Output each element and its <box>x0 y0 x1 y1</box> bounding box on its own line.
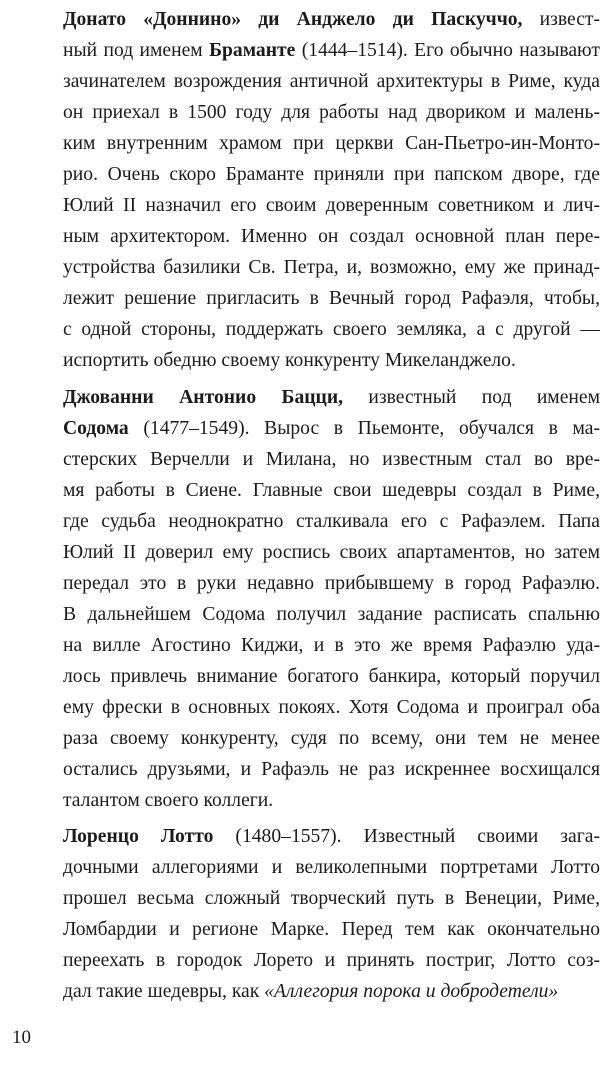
text-line <box>63 630 600 661</box>
text-run: на вилле Агостино Киджи, и в это же время Рафаэлю уда- <box>63 635 600 656</box>
text-line <box>63 661 600 692</box>
bold-name: Лоренцо Лотто <box>63 826 214 847</box>
text-line <box>63 221 600 252</box>
text-line <box>63 35 600 66</box>
entry-lotto <box>63 821 600 1007</box>
text-line <box>63 314 600 345</box>
text-line <box>63 692 600 723</box>
text-run: Ломбардии и регионе Марке. Перед тем как окончательно <box>63 919 600 940</box>
text-line <box>63 97 600 128</box>
bold-name: Донато «Доннино» ди Анджело ди Паскуччо, <box>63 9 523 30</box>
bold-name: Джованни Антонио Бацци, <box>63 387 344 408</box>
text-line <box>63 852 600 883</box>
text-run: талантом своего коллеги. <box>63 790 274 811</box>
text-run: ный под именем <box>63 40 210 61</box>
text-run: стерских Верчелли и Милана, но известным стал во вре- <box>63 449 600 470</box>
text-line <box>63 568 600 599</box>
text-run: известный под именем <box>343 387 600 408</box>
text-line <box>63 945 600 976</box>
text-run: мя работы в Сиене. Главные свои шедевры создал в Риме, <box>63 480 600 501</box>
text-line <box>63 976 600 1007</box>
text-run: где судьба неоднократно сталкивала его с Рафаэлем. Папа <box>63 511 600 532</box>
text-line <box>63 754 600 785</box>
text-line <box>63 475 600 506</box>
entry-bramante <box>63 4 600 376</box>
text-line <box>63 537 600 568</box>
text-run: (1480–1557). Известный своими зага- <box>213 826 600 847</box>
text-line <box>63 821 600 852</box>
text-line <box>63 883 600 914</box>
text-run: извест- <box>522 9 600 30</box>
text-run: дочными аллегориями и великолепными портретами Лотто <box>63 857 600 878</box>
text-line <box>63 252 600 283</box>
text-line <box>63 413 600 444</box>
text-line <box>63 128 600 159</box>
text-run: с одной стороны, поддержать своего земляка, а с другой — <box>63 319 600 340</box>
text-run: В дальнейшем Содома получил задание расписать спальню <box>63 604 600 625</box>
text-line <box>63 785 600 816</box>
text-run: дал такие шедевры, как <box>63 981 265 1002</box>
text-run: (1444–1514). Его обычно называют <box>295 40 600 61</box>
text-line <box>63 4 600 35</box>
text-line <box>63 723 600 754</box>
text-run: переехать в городок Лорето и принять постриг, Лотто соз- <box>63 950 600 971</box>
text-line <box>63 66 600 97</box>
text-run: ным архитектором. Именно он создал основной план пере- <box>63 226 600 247</box>
text-line <box>63 283 600 314</box>
bold-name: Браманте <box>209 40 296 61</box>
text-run: рио. Очень скоро Браманте приняли при папском дворе, где <box>63 164 600 185</box>
text-run: прошел весьма сложный творческий путь в Венеции, Риме, <box>63 888 600 909</box>
text-run: (1477–1549). Вырос в Пьемонте, обучался в ма- <box>128 418 600 439</box>
bold-name: Содома <box>63 418 129 439</box>
text-run: лежит решение пригласить в Вечный город Рафаэля, чтобы, <box>63 288 600 309</box>
text-line <box>63 599 600 630</box>
text-line <box>63 345 600 376</box>
text-run: ему фрески в основных покоях. Хотя Содома и проиграл оба <box>63 697 600 718</box>
text-run: раза своему конкуренту, судя по всему, они тем не менее <box>63 728 600 749</box>
text-run: устройства базилики Св. Петра, и, возможно, ему же принад- <box>63 257 600 278</box>
text-line <box>63 444 600 475</box>
text-run: ким внутренним храмом при церкви Сан-Пьетро-ин-Монто- <box>63 133 600 154</box>
text-run: передал это в руки недавно прибывшему в город Рафаэлю. <box>63 573 600 594</box>
text-run: зачинателем возрождения античной архитектуры в Риме, куда <box>63 71 600 92</box>
italic-title: «Аллегория порока и добродетели» <box>264 981 559 1002</box>
text-line <box>63 190 600 221</box>
text-run: Юлий II доверил ему роспись своих апартаментов, но затем <box>63 542 600 563</box>
text-run: лось привлечь внимание богатого банкира, который поручил <box>63 666 600 687</box>
text-run: Юлий II назначил его своим доверенным советником и лич- <box>63 195 600 216</box>
text-line <box>63 159 600 190</box>
entry-sodoma <box>63 382 600 816</box>
text-run: испортить обедню своему конкуренту Микеланджело. <box>63 350 516 371</box>
text-line <box>63 506 600 537</box>
text-run: остались друзьями, и Рафаэль не раз искреннее восхищался <box>63 759 600 780</box>
text-line <box>63 914 600 945</box>
text-line <box>63 382 600 413</box>
page-number: 10 <box>12 1027 31 1048</box>
text-run: он приехал в 1500 году для работы над двориком и малень- <box>63 102 600 123</box>
